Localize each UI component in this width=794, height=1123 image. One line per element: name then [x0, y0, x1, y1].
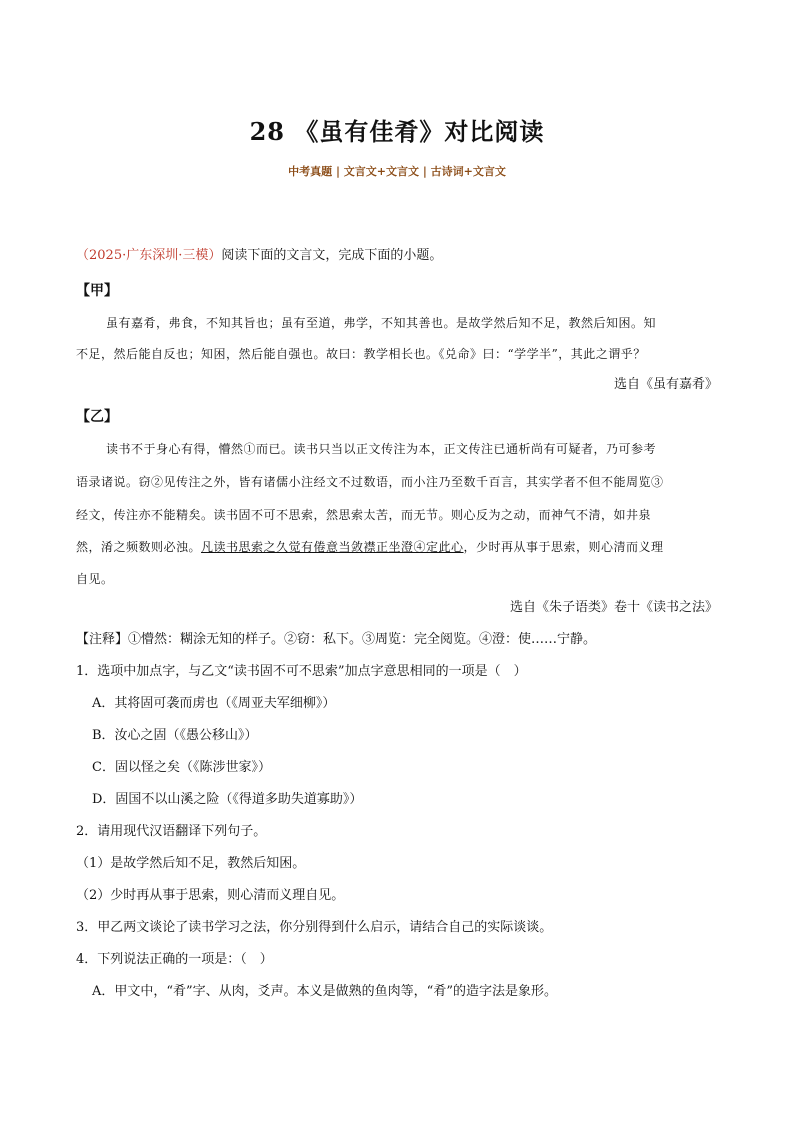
question-4-stem: 4．下列说法正确的一项是：（ ）	[76, 952, 273, 967]
question-1-stem: 1．选项中加点字，与乙文“读书固不可不思索”加点字意思相同的一项是（ ）	[76, 664, 527, 679]
yi-text-line-5: 自见。	[76, 572, 114, 586]
question-1-option-c: C．固以怪之矣（《陈涉世家》）	[92, 760, 271, 775]
page-subtitle: 中考真题 | 文言文+文言文 | 古诗词+文言文	[288, 165, 506, 178]
yi-text-line-2: 语录诸说。窃②见传注之外，皆有诸儒小注经文不过数语，而小注乃至数千百言，其实学者不但不能周览③	[76, 475, 664, 489]
question-1-option-d: D．固国不以山溪之险（《得道多助失道寡助》）	[92, 792, 363, 807]
question-3-stem: 3．甲乙两文谈论了读书学习之法，你分别得到什么启示，请结合自己的实际谈谈。	[76, 920, 553, 935]
yi-citation: 选自《朱子语类》卷十《读书之法》	[509, 600, 718, 615]
underlined-sentence: 凡读书思索之久觉有倦意当敛襟正坐澄④定此心	[201, 540, 464, 554]
intro-line	[76, 247, 442, 265]
yi-text-line-3: 经文，传注亦不能精矣。读书固不可不思索，然思索太苦，而无节。则心反为之动，而神气不清，如井泉	[76, 508, 652, 522]
page-title: 28 《虽有佳肴》对比阅读	[249, 117, 545, 146]
yi-heading: 【乙】	[76, 409, 118, 425]
question-1-option-a: A．其将固可袭而虏也（《周亚夫军细柳》）	[92, 696, 336, 711]
yi-text-line-4	[76, 538, 664, 556]
annotation-notes: 【注释】①懵然：糊涂无知的样子。②窃：私下。③周览：完全阅览。④澄：使……宁静。	[76, 632, 597, 647]
jia-citation: 选自《虽有嘉肴》	[613, 377, 718, 392]
yi-text-line-4-start: 然，淆之频数则必浊。	[76, 540, 202, 554]
jia-text-line-2: 不足，然后能自反也；知困，然后能自强也。故曰：教学相长也。《兑命》曰：“学学半”，其此之谓乎？	[76, 347, 646, 361]
jia-heading: 【甲】	[76, 283, 118, 299]
yi-text-line-4-end: ，少时再从事于思索，则心清而义理	[463, 540, 664, 554]
question-source: （2025·广东深圳·三模）	[76, 248, 222, 263]
question-4-option-a: A．甲文中，“肴”字、从肉，爻声。本义是做熟的鱼肉等，“肴”的造字法是象形。	[92, 984, 557, 999]
yi-text-line-1: 读书不于身心有得，懵然①而已。读书只当以正文传注为本，正文传注已通析尚有可疑者，乃可参考	[106, 442, 657, 456]
question-1-option-b: B．汝心之固（《愚公移山》）	[92, 728, 258, 743]
question-2-stem: 2．请用现代汉语翻译下列句子。	[76, 824, 267, 839]
question-2-item-2: （2）少时再从事于思索，则心清而义理自见。	[76, 888, 345, 903]
jia-text-line-1: 虽有嘉肴，弗食，不知其旨也；虽有至道，弗学，不知其善也。是故学然后知不足，教然后知困。知	[106, 316, 657, 330]
question-2-item-1: （1）是故学然后知不足，教然后知困。	[76, 856, 306, 871]
intro-text: 阅读下面的文言文，完成下面的小题。	[221, 248, 443, 263]
